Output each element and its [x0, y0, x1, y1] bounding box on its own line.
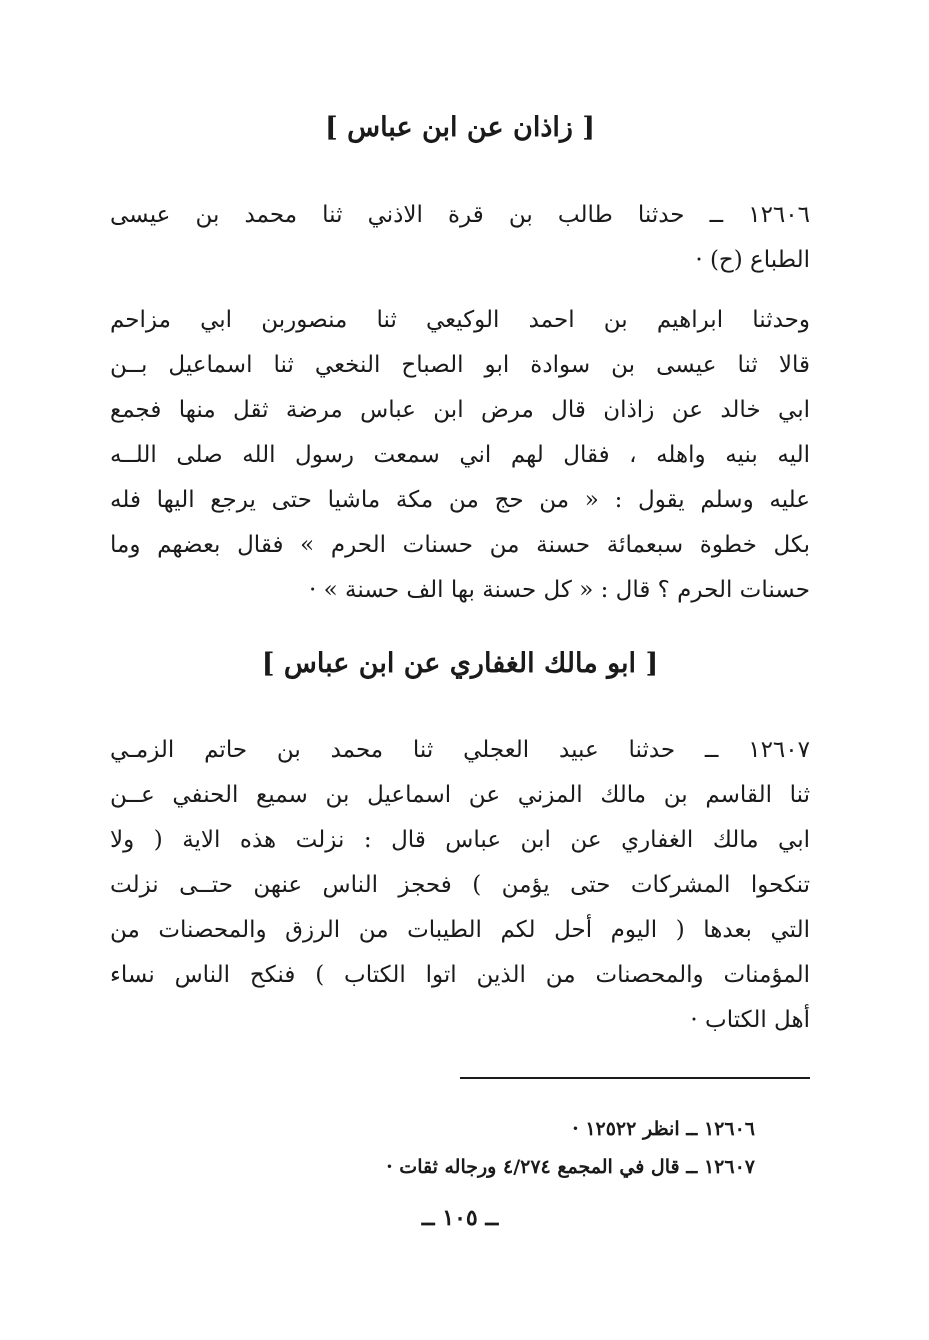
page [110, 0, 810, 1340]
page-number: ــ ١٠٥ ــ [421, 1205, 499, 1231]
text-line: المؤمنات والمحصنات من الذين اتوا الكتاب ) فنكح الناس نساء [110, 962, 810, 988]
text-line: عليه وسلم يقول : « من حج من مكة ماشيا حتى يرجع اليها فله [110, 487, 810, 513]
hadith-12606-intro [110, 193, 810, 283]
text-line: وحدثنا ابراهيم بن احمد الوكيعي ثنا منصوربن ابي مزاحم [110, 307, 810, 333]
hadith-12607 [110, 728, 810, 1043]
text-line: ١٢٦٠٦ ــ حدثنا طالب بن قرة الاذني ثنا محمد بن عيسى [110, 202, 810, 228]
footnote-12607: ١٢٦٠٧ ــ قال في المجمع ٤/٢٧٤ ورجاله ثقات · [386, 1156, 755, 1178]
text-line: ابي مالك الغفاري عن ابن عباس قال : نزلت هذه الاية ( ولا [110, 827, 810, 853]
text-line: التي بعدها ( اليوم أحل لكم الطيبات من الرزق والمحصنات من [110, 917, 810, 943]
text-line: بكل خطوة سبعمائة حسنة من حسنات الحرم » فقال بعضهم وما [110, 532, 810, 558]
text-line: ١٢٦٠٧ ــ حدثنا عبيد العجلي ثنا محمد بن حاتم الزمـي [110, 737, 810, 763]
footnote-12606: ١٢٦٠٦ ــ انظر ١٢٥٢٢ · [572, 1118, 755, 1140]
section-heading-zadhan: [ زاذان عن ابن عباس ] [324, 112, 596, 143]
hadith-12606-body [110, 298, 810, 613]
section-heading-abu-malik: [ ابو مالك الغفاري عن ابن عباس ] [261, 648, 659, 679]
text-line: الطباع (ح) · [695, 247, 810, 273]
footnote-divider [460, 1077, 810, 1079]
text-line: قالا ثنا عيسى بن سوادة ابو الصباح النخعي ثنا اسماعيل بــن [110, 352, 810, 378]
footnotes [386, 1110, 755, 1186]
text-line: تنكحوا المشركات حتى يؤمن ) فحجز الناس عنهن حتــى نزلت [110, 872, 810, 898]
text-line: اليه بنيه واهله ، فقال لهم اني سمعت رسول الله صلى اللــه [110, 442, 810, 468]
text-line: ابي خالد عن زاذان قال مرض ابن عباس مرضة ثقل منها فجمع [110, 397, 810, 423]
text-line: ثنا القاسم بن مالك المزني عن اسماعيل بن سميع الحنفي عــن [110, 782, 810, 808]
text-line: حسنات الحرم ؟ قال : « كل حسنة بها الف حسنة » · [309, 577, 810, 603]
text-line: أهل الكتاب · [690, 1007, 810, 1033]
